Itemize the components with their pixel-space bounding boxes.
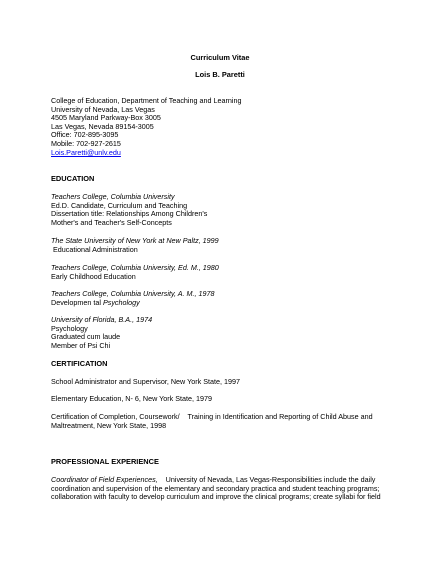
education-entry <box>51 316 396 350</box>
experience-org: University of Nevada, Las Vegas-Responsibilities include the daily <box>157 475 376 484</box>
candidate-name: Lois B. Paretti <box>195 70 245 79</box>
degree-detail <box>51 299 396 308</box>
certification-text: Elementary Education, N- 6, New York State, 1979 <box>51 394 213 403</box>
institution: The State University of New York at New Paltz, 1999 <box>51 236 219 245</box>
institution: Teachers College, Columbia University, A. M., 1978 <box>51 289 215 298</box>
degree-detail: Educational Administration <box>51 244 138 254</box>
institution: University of Florida, B.A., 1974 <box>51 315 153 324</box>
contact-line: College of Education, Department of Teaching and Learning <box>51 96 242 105</box>
document-title: Curriculum Vitae <box>190 53 250 62</box>
experience-role: Coordinator of Field Experiences, <box>51 475 158 484</box>
certification-text: Certification of Completion, Coursework/ Training in Identification and Reporting of Child Abuse and <box>51 412 373 421</box>
degree-detail: Ed.D. Candidate, Curriculum and Teaching <box>51 200 188 210</box>
education-entry <box>51 264 396 281</box>
certification-item <box>51 395 396 404</box>
education-entry <box>51 237 396 254</box>
certification-text: Maltreatment, New York State, 1998 <box>51 420 167 430</box>
degree-detail: Mother's and Teacher's Self-Concepts <box>51 217 172 227</box>
contact-line: Mobile: 702-927-2615 <box>51 138 121 148</box>
contact-line: Las Vegas, Nevada 89154-3005 <box>51 121 154 131</box>
degree-detail: Graduated cum laude <box>51 332 121 342</box>
certification-item <box>51 378 396 387</box>
institution: Teachers College, Columbia University <box>51 192 175 201</box>
degree-detail-prefix: Developmen tal <box>51 297 103 307</box>
certification-item <box>51 413 396 430</box>
experience-line: coordination and supervision of the elementary and secondary practica and student teaching programs; <box>51 483 380 493</box>
education-entry <box>51 290 396 307</box>
experience-line: collaboration with faculty to develop curriculum and improve the clinical programs; create syllabi for field <box>51 492 381 502</box>
degree-detail-italic: Psychology <box>102 297 140 307</box>
degree-detail: Psychology <box>51 323 88 333</box>
contact-block <box>51 97 396 157</box>
education-heading: EDUCATION <box>51 174 95 183</box>
institution: Teachers College, Columbia University, Ed. M., 1980 <box>51 263 219 272</box>
degree-detail: Member of Psi Chi <box>51 340 111 350</box>
education-entry <box>51 193 396 227</box>
contact-line: Office: 702-895-3095 <box>51 130 119 140</box>
contact-line: University of Nevada, Las Vegas <box>51 104 155 114</box>
certification-heading: CERTIFICATION <box>51 359 108 368</box>
certification-text: School Administrator and Supervisor, New York State, 1997 <box>51 377 240 386</box>
degree-detail: Early Childhood Education <box>51 271 136 281</box>
contact-line: 4505 Maryland Parkway-Box 3005 <box>51 113 161 123</box>
email-link[interactable]: Lois.Paretti@unlv.edu <box>51 147 121 157</box>
experience-entry <box>51 476 396 502</box>
experience-heading: PROFESSIONAL EXPERIENCE <box>51 457 159 466</box>
degree-detail: Dissertation title: Relationships Among Children's <box>51 209 208 219</box>
